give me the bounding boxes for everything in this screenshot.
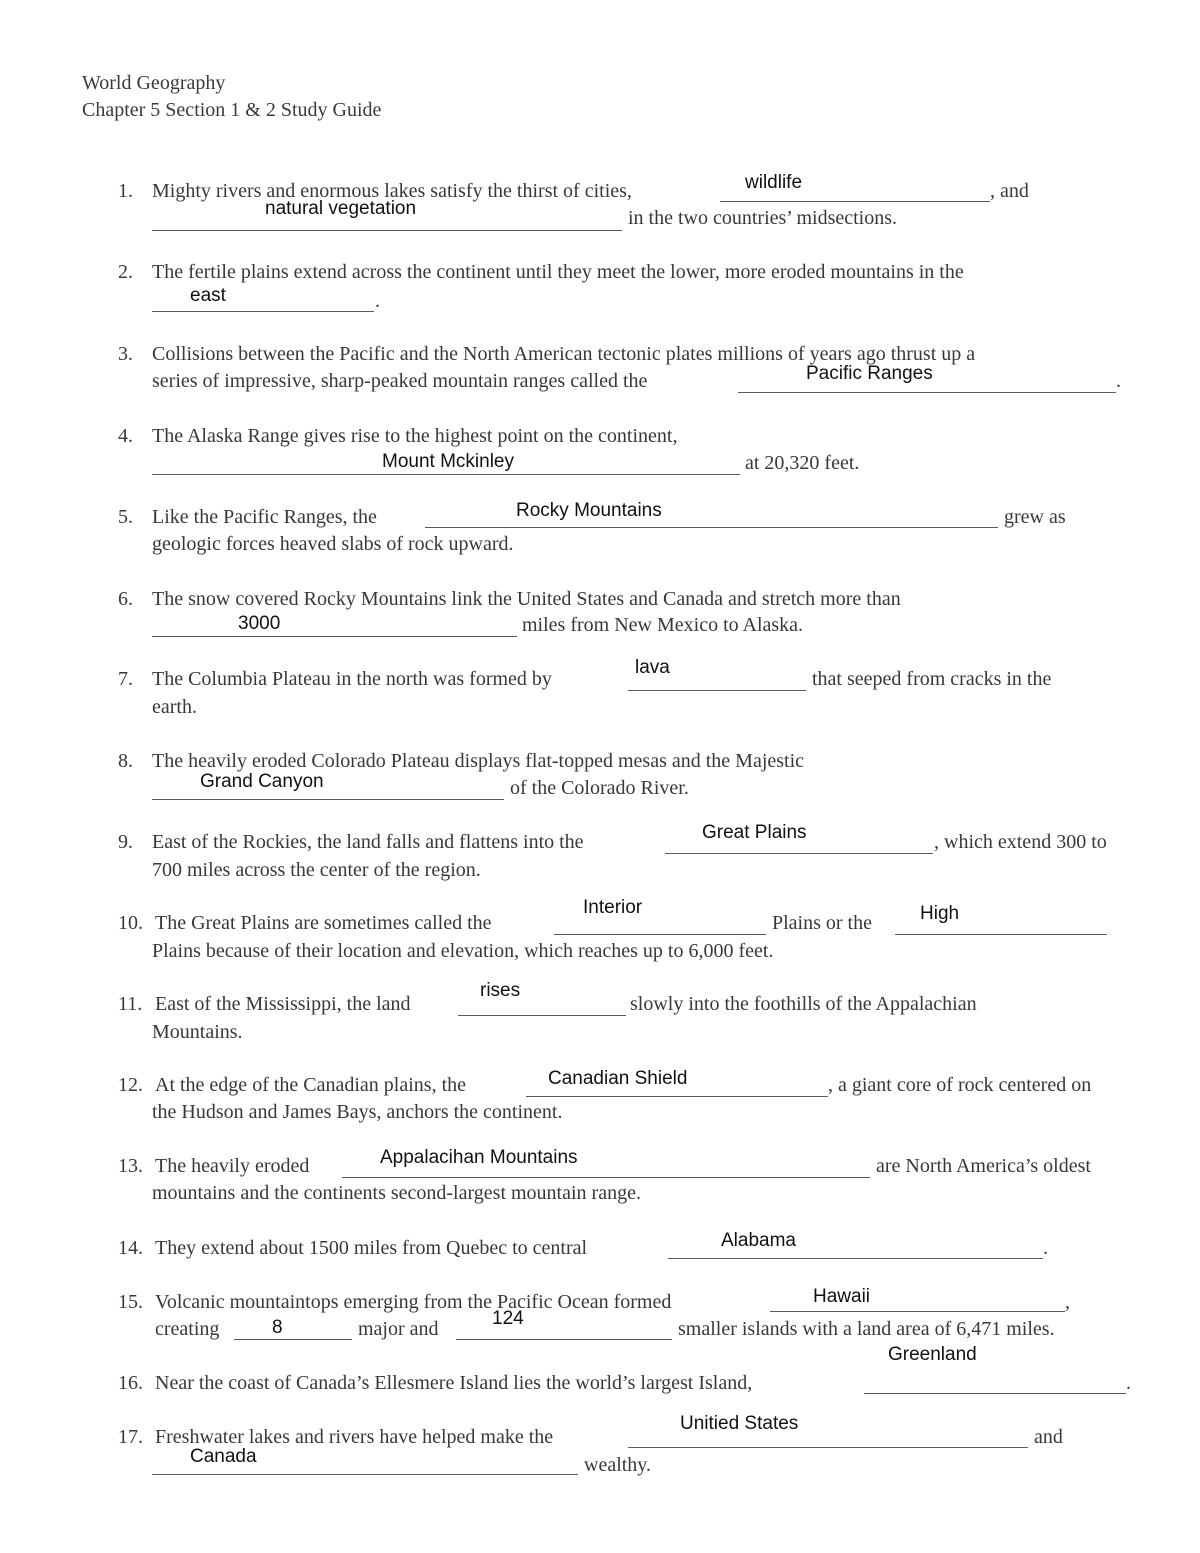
question-text: at 20,320 feet. [745, 452, 860, 474]
question-text: Freshwater lakes and rivers have helped make the [155, 1426, 554, 1448]
answer-blank[interactable] [425, 527, 998, 528]
question-text: The Great Plains are sometimes called the [155, 912, 492, 934]
question-number: 9. [118, 831, 133, 853]
question-text: The fertile plains extend across the continent until they meet the lower, more eroded mountains in the [152, 261, 964, 283]
answer-blank[interactable] [628, 690, 806, 691]
answer-text: Alabama [721, 1230, 796, 1251]
question-text: The heavily eroded Colorado Plateau displays flat-topped mesas and the Majestic [152, 750, 805, 772]
question-text: miles from New Mexico to Alaska. [522, 614, 804, 636]
question-number: 4. [118, 425, 133, 447]
question-text: East of the Rockies, the land falls and flattens into the [152, 831, 584, 853]
answer-blank[interactable] [152, 799, 504, 800]
answer-text: 8 [272, 1317, 283, 1338]
question-text: Plains because of their location and elevation, which reaches up to 6,000 feet. [152, 940, 774, 962]
header-subtitle: Chapter 5 Section 1 & 2 Study Guide [82, 99, 382, 121]
answer-blank[interactable] [668, 1258, 1043, 1259]
question-number: 14. [118, 1237, 143, 1259]
answer-blank[interactable] [152, 474, 740, 475]
header-title: World Geography [82, 72, 226, 94]
answer-text: 124 [492, 1308, 524, 1329]
question-text: Collisions between the Pacific and the North American tectonic plates millions of years ago thrust up a [152, 343, 976, 365]
answer-text: lava [635, 657, 670, 678]
answer-blank[interactable] [895, 934, 1107, 935]
question-number: 12. [118, 1074, 143, 1096]
question-text: that seeped from cracks in the [812, 668, 1052, 690]
answer-text: High [920, 903, 960, 924]
answer-blank[interactable] [665, 853, 933, 854]
answer-text: Mount Mckinley [382, 451, 514, 472]
answer-text: Pacific Ranges [806, 363, 933, 384]
question-text: and [1034, 1426, 1063, 1448]
question-text: of the Colorado River. [510, 777, 689, 799]
question-text: are North America’s oldest [876, 1155, 1091, 1177]
answer-blank[interactable] [234, 1339, 352, 1340]
question-text: The Alaska Range gives rise to the highest point on the continent, [152, 425, 678, 447]
question-text: Like the Pacific Ranges, the [152, 506, 377, 528]
question-text: The snow covered Rocky Mountains link the United States and Canada and stretch more than [152, 588, 901, 610]
question-text: The Columbia Plateau in the north was formed by [152, 668, 552, 690]
question-text: series of impressive, sharp-peaked mountain ranges called the [152, 370, 648, 392]
question-text: . [1116, 370, 1121, 392]
question-text: At the edge of the Canadian plains, the [155, 1074, 467, 1096]
answer-blank[interactable] [152, 636, 517, 637]
question-number: 10. [118, 912, 143, 934]
question-number: 7. [118, 668, 133, 690]
question-number: 1. [118, 180, 133, 202]
question-text: Near the coast of Canada’s Ellesmere Island lies the world’s largest Island, [155, 1372, 753, 1394]
answer-text: Unitied States [680, 1413, 799, 1434]
answer-blank[interactable] [152, 1474, 578, 1475]
answer-blank[interactable] [628, 1447, 1028, 1448]
answer-blank[interactable] [342, 1177, 870, 1178]
question-text: The heavily eroded [155, 1155, 310, 1177]
answer-text: east [190, 285, 226, 306]
answer-blank[interactable] [152, 230, 622, 231]
question-text: slowly into the foothills of the Appalachian [630, 993, 977, 1015]
answer-text: Great Plains [702, 822, 807, 843]
question-text: Mighty rivers and enormous lakes satisfy the thirst of cities, [152, 180, 632, 202]
question-text: 700 miles across the center of the region. [152, 859, 481, 881]
question-text: Mountains. [152, 1021, 243, 1043]
answer-text: Interior [583, 897, 643, 918]
answer-blank[interactable] [554, 934, 766, 935]
question-text: the Hudson and James Bays, anchors the continent. [152, 1101, 563, 1123]
question-number: 6. [118, 588, 133, 610]
answer-blank[interactable] [770, 1311, 1065, 1312]
answer-blank[interactable] [738, 392, 1116, 393]
answer-blank[interactable] [152, 311, 374, 312]
answer-blank[interactable] [864, 1393, 1126, 1394]
question-text: Plains or the [772, 912, 872, 934]
question-number: 11. [118, 993, 143, 1015]
answer-text: rises [480, 980, 521, 1001]
answer-text: 3000 [238, 613, 281, 634]
question-text: They extend about 1500 miles from Quebec to central [155, 1237, 588, 1259]
question-text: earth. [152, 696, 197, 718]
answer-text: Canada [190, 1446, 257, 1467]
question-text: geologic forces heaved slabs of rock upward. [152, 533, 514, 555]
question-text: . [375, 290, 380, 312]
question-number: 13. [118, 1155, 143, 1177]
answer-text: Rocky Mountains [516, 500, 662, 521]
question-text: . [1043, 1237, 1048, 1259]
answer-text: Grand Canyon [200, 771, 324, 792]
answer-blank[interactable] [456, 1339, 672, 1340]
question-text: creating [155, 1318, 220, 1340]
question-number: 17. [118, 1426, 143, 1448]
answer-blank[interactable] [526, 1096, 828, 1097]
question-text: Volcanic mountaintops emerging from the Pacific Ocean formed [155, 1291, 672, 1313]
question-number: 2. [118, 261, 133, 283]
answer-text: Hawaii [813, 1286, 871, 1307]
question-text: East of the Mississippi, the land [155, 993, 411, 1015]
answer-text: wildlife [745, 172, 803, 193]
question-text: , [1065, 1291, 1070, 1313]
answer-text: natural vegetation [265, 198, 417, 219]
question-number: 5. [118, 506, 133, 528]
question-text: grew as [1004, 506, 1066, 528]
question-text: wealthy. [584, 1454, 652, 1476]
answer-text: Greenland [888, 1344, 977, 1365]
question-number: 16. [118, 1372, 143, 1394]
question-number: 8. [118, 750, 133, 772]
question-number: 3. [118, 343, 133, 365]
question-text: mountains and the continents second-largest mountain range. [152, 1182, 641, 1204]
answer-text: Canadian Shield [548, 1068, 688, 1089]
answer-text: Appalacihan Mountains [380, 1147, 578, 1168]
question-text: , which extend 300 to [934, 831, 1107, 853]
question-text: , a giant core of rock centered on [828, 1074, 1092, 1096]
question-text: . [1126, 1372, 1131, 1394]
answer-blank[interactable] [720, 201, 990, 202]
question-text: smaller islands with a land area of 6,471 miles. [678, 1318, 1055, 1340]
question-number: 15. [118, 1291, 143, 1313]
question-text: in the two countries’ midsections. [628, 207, 898, 229]
question-text: major and [358, 1318, 439, 1340]
question-text: , and [990, 180, 1029, 202]
answer-blank[interactable] [458, 1015, 626, 1016]
